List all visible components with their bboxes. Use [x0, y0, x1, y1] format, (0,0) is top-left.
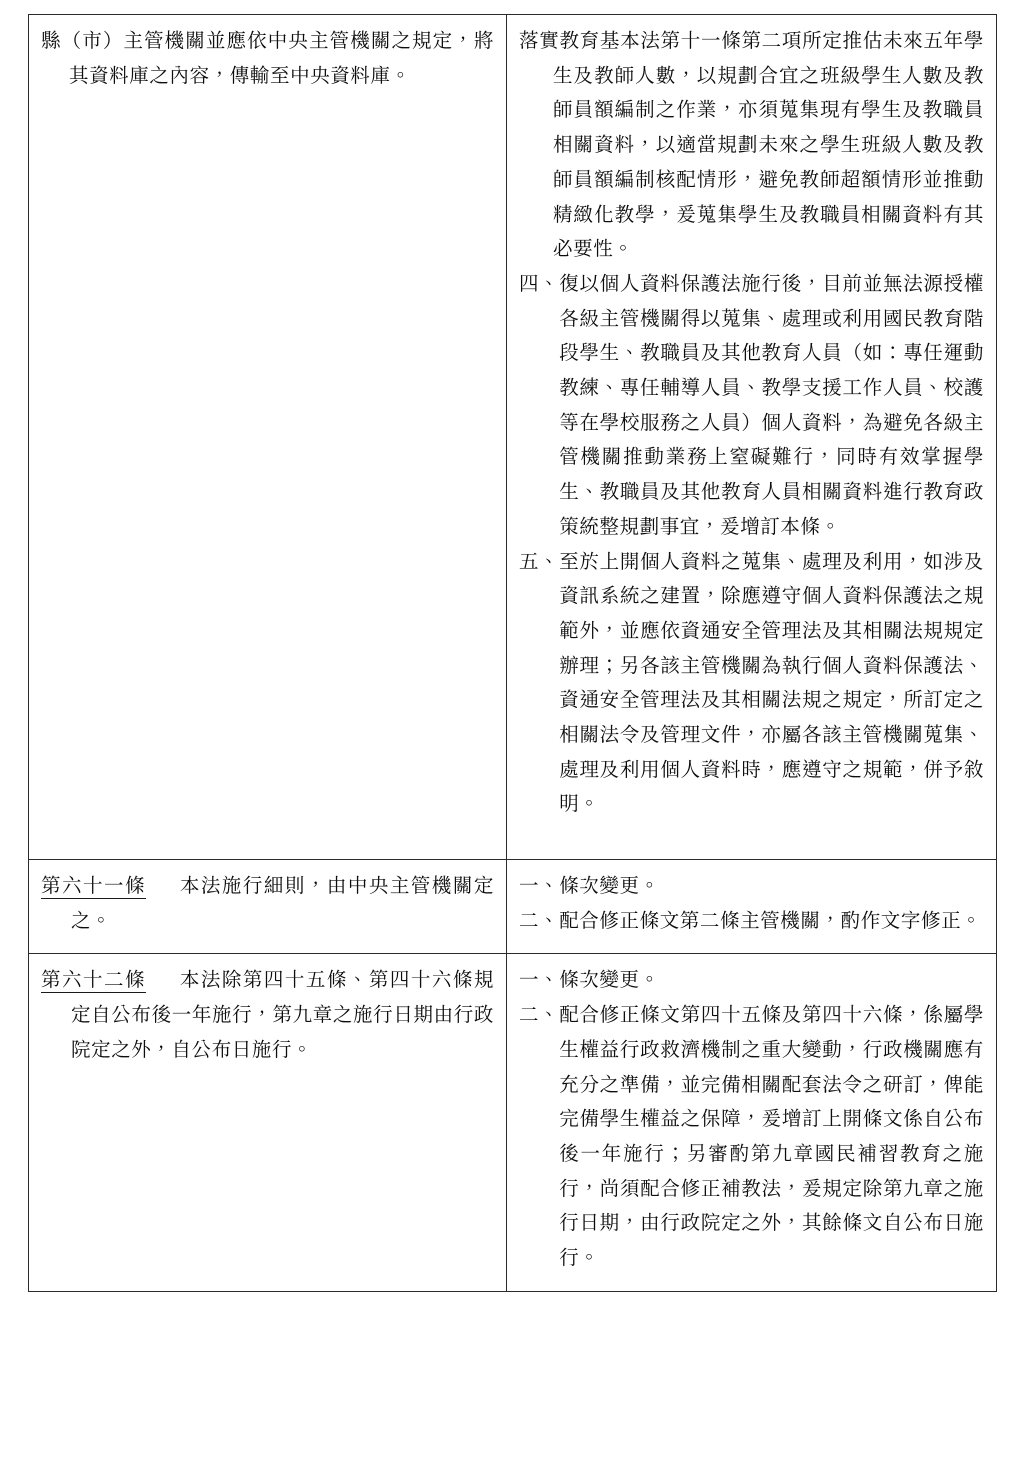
cell-left-article-61: [29, 860, 507, 954]
item-marker: 二、: [519, 910, 560, 932]
item-marker: 四、: [519, 273, 560, 295]
item-marker: 一、: [519, 970, 560, 992]
article-text: 本法施行細則，由中央主管機關定之。: [71, 876, 494, 932]
list-item: [519, 546, 984, 824]
list-item: [519, 999, 984, 1277]
article-block: [41, 870, 494, 939]
item-text: 復以個人資料保護法施行後，目前並無法源授權各級主管機關得以蒐集、處理或利用國民教育階段學生、教職員及其他教育人員（如：專任運動教練、專任輔導人員、教學支援工作人員、校護等在學校服務之人員）個人資料，為避免各級主管機關推動業務上窒礙難行，同時有效掌握學生、教職員及其他教育人員相關資料進行教育政策統整規劃事宜，爰增訂本條。: [559, 273, 984, 538]
list-item: [519, 870, 984, 905]
article-block: [41, 964, 494, 1068]
item-text: 配合修正條文第二條主管機關，酌作文字修正。: [559, 910, 982, 932]
table-row: [29, 15, 997, 860]
cell-right-article-62: [507, 954, 997, 1291]
article-spacer: [152, 876, 173, 897]
article-spacer: [152, 970, 173, 991]
item-marker: 一、: [519, 876, 560, 897]
law-comparison-table: [28, 14, 997, 1292]
article-text: 本法除第四十五條、第四十六條規定自公布後一年施行，第九章之施行日期由行政院定之外，自公布日施行。: [71, 970, 494, 1061]
article-number: 第六十一條: [41, 876, 147, 897]
cell-left-article-62: [29, 954, 507, 1291]
paragraph-continuation: 落實教育基本法第十一條第二項所定推估未來五年學生及教師人數，以規劃合宜之班級學生人數及教師員額編制之作業，亦須蒐集現有學生及教職員相關資料，以適當規劃未來之學生班級人數及教師員額編制核配情形，避免教師超額情形並推動精緻化教學，爰蒐集學生及教職員相關資料有其必要性。: [519, 31, 984, 261]
cell-right-continued: [507, 15, 997, 860]
paragraph-continued-left: 縣（市）主管機關並應依中央主管機關之規定，將其資料庫之內容，傳輸至中央資料庫。: [41, 31, 494, 87]
item-text: 條次變更。: [559, 970, 660, 992]
item-marker: 二、: [519, 1005, 560, 1027]
cell-right-article-61: [507, 860, 997, 954]
cell-left-continued: [29, 15, 507, 860]
list-item: [519, 905, 984, 940]
list-item: [519, 268, 984, 546]
list-item: [519, 964, 984, 999]
item-marker: 五、: [519, 551, 560, 573]
item-text: 配合修正條文第四十五條及第四十六條，係屬學生權益行政救濟機制之重大變動，行政機關應有充分之準備，並完備相關配套法令之研訂，俾能完備學生權益之保障，爰增訂上開條文係自公布後一年施行；另審酌第九章國民補習教育之施行，尚須配合修正補教法，爰規定除第九章之施行日期，由行政院定之外，其餘條文自公布日施行。: [559, 1005, 984, 1270]
table-row: [29, 954, 997, 1291]
item-text: 條次變更。: [559, 876, 660, 897]
item-text: 至於上開個人資料之蒐集、處理及利用，如涉及資訊系統之建置，除應遵守個人資料保護法之規範外，並應依資通安全管理法及其相關法規規定辦理；另各該主管機關為執行個人資料保護法、資通安全管理法及其相關法規之規定，所訂定之相關法令及管理文件，亦屬各該主管機關蒐集、處理及利用個人資料時，應遵守之規範，併予敘明。: [559, 551, 984, 816]
table-row: [29, 860, 997, 954]
article-number: 第六十二條: [41, 970, 147, 992]
